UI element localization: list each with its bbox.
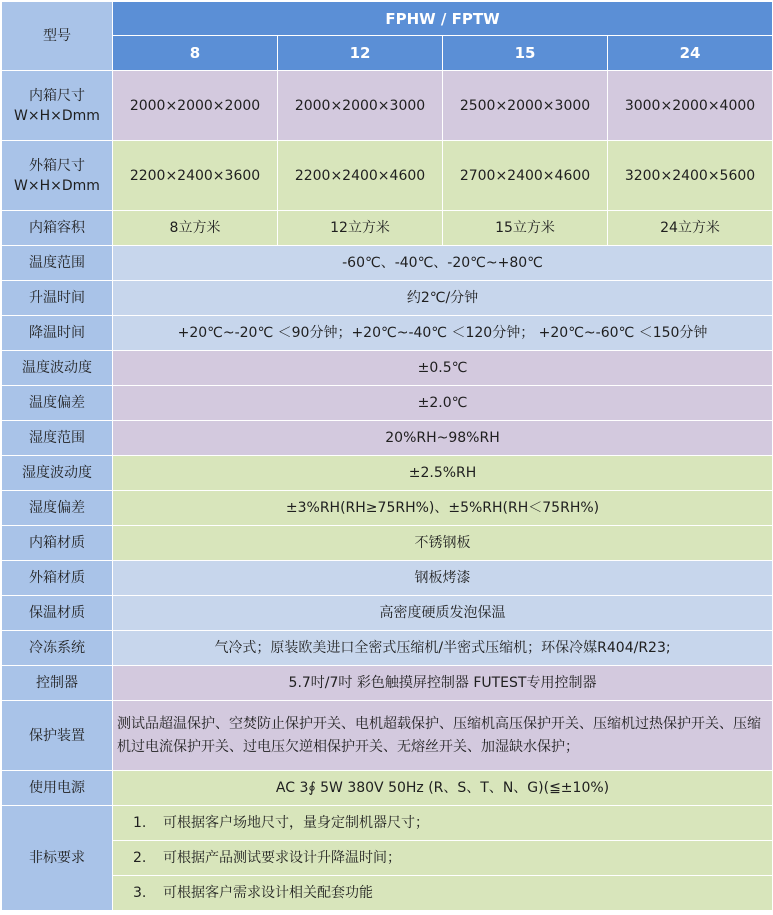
row-temp-deviation — [2, 386, 773, 421]
insulation-value: 高密度硬质发泡保温 — [113, 596, 773, 631]
row-humidity-deviation — [2, 491, 773, 526]
outer-material-label: 外箱材质 — [2, 561, 113, 596]
inner-material-label: 内箱材质 — [2, 526, 113, 561]
outer-material-value: 钢板烤漆 — [113, 561, 773, 596]
custom-item — [113, 806, 773, 841]
custom-label: 非标要求 — [2, 806, 113, 911]
custom-item — [113, 876, 773, 911]
row-inner-material — [2, 526, 773, 561]
spec-table — [1, 1, 773, 911]
heating-time-value: 约2℃/分钟 — [113, 281, 773, 316]
header-row-models — [2, 36, 773, 71]
temp-deviation-label: 温度偏差 — [2, 386, 113, 421]
power-label: 使用电源 — [2, 771, 113, 806]
row-volume — [2, 211, 773, 246]
inner-size-24: 3000×2000×4000 — [608, 71, 773, 141]
row-protection — [2, 701, 773, 771]
inner-size-8: 2000×2000×2000 — [113, 71, 278, 141]
model-label: 型号 — [2, 2, 113, 71]
humidity-fluctuation-label: 湿度波动度 — [2, 456, 113, 491]
protection-label: 保护装置 — [2, 701, 113, 771]
cooling-time-label: 降温时间 — [2, 316, 113, 351]
outer-size-8: 2200×2400×3600 — [113, 141, 278, 211]
refrigeration-label: 冷冻系统 — [2, 631, 113, 666]
temp-deviation-value: ±2.0℃ — [113, 386, 773, 421]
humidity-deviation-value: ±3%RH(RH≥75RH%)、±5%RH(RH＜75RH%) — [113, 491, 773, 526]
outer-size-24: 3200×2400×5600 — [608, 141, 773, 211]
model-15: 15 — [443, 36, 608, 71]
outer-size-15: 2700×2400×4600 — [443, 141, 608, 211]
inner-size-12: 2000×2000×3000 — [278, 71, 443, 141]
temp-fluctuation-label: 温度波动度 — [2, 351, 113, 386]
protection-value: 测试品超温保护、空焚防止保护开关、电机超载保护、压缩机高压保护开关、压缩机过热保护开关、压缩机过电流保护开关、过电压欠逆相保护开关、无熔丝开关、加湿缺水保护； — [113, 701, 773, 771]
outer-size-label: 外箱尺寸 W×H×Dmm — [2, 141, 113, 211]
volume-12: 12立方米 — [278, 211, 443, 246]
row-heating-time — [2, 281, 773, 316]
humidity-range-value: 20%RH~98%RH — [113, 421, 773, 456]
custom-item-number: 1. — [133, 815, 147, 831]
row-outer-material — [2, 561, 773, 596]
inner-material-value: 不锈钢板 — [113, 526, 773, 561]
heating-time-label: 升温时间 — [2, 281, 113, 316]
inner-size-label: 内箱尺寸 W×H×Dmm — [2, 71, 113, 141]
row-refrigeration — [2, 631, 773, 666]
insulation-label: 保温材质 — [2, 596, 113, 631]
row-custom-1 — [2, 806, 773, 841]
custom-item — [113, 841, 773, 876]
row-custom-2 — [2, 841, 773, 876]
row-controller — [2, 666, 773, 701]
row-inner-size — [2, 71, 773, 141]
controller-label: 控制器 — [2, 666, 113, 701]
row-custom-3 — [2, 876, 773, 911]
cooling-time-value: +20℃~-20℃ ＜90分钟；+20℃~-40℃ ＜120分钟； +20℃~-60℃ ＜150分钟 — [113, 316, 773, 351]
volume-8: 8立方米 — [113, 211, 278, 246]
custom-item-number: 3. — [133, 885, 147, 901]
custom-item-number: 2. — [133, 850, 147, 866]
humidity-deviation-label: 湿度偏差 — [2, 491, 113, 526]
volume-15: 15立方米 — [443, 211, 608, 246]
row-outer-size — [2, 141, 773, 211]
refrigeration-value: 气冷式；原装欧美进口全密式压缩机/半密式压缩机；环保冷媒R404/R23; — [113, 631, 773, 666]
row-temp-fluctuation — [2, 351, 773, 386]
custom-item-text: 可根据客户场地尺寸，量身定制机器尺寸； — [163, 815, 429, 831]
power-value: AC 3∮ 5W 380V 50Hz (R、S、T、N、G)(≦±10%) — [113, 771, 773, 806]
row-humidity-range — [2, 421, 773, 456]
custom-item-text: 可根据客户需求设计相关配套功能 — [163, 885, 373, 901]
volume-label: 内箱容积 — [2, 211, 113, 246]
custom-item-text: 可根据产品测试要求设计升降温时间； — [163, 850, 401, 866]
temp-range-value: -60℃、-40℃、-20℃~+80℃ — [113, 246, 773, 281]
humidity-range-label: 湿度范围 — [2, 421, 113, 456]
row-cooling-time — [2, 316, 773, 351]
controller-value: 5.7吋/7吋 彩色触摸屏控制器 FUTEST专用控制器 — [113, 666, 773, 701]
row-power — [2, 771, 773, 806]
series-name: FPHW / FPTW — [113, 2, 773, 36]
model-8: 8 — [113, 36, 278, 71]
outer-size-12: 2200×2400×4600 — [278, 141, 443, 211]
model-12: 12 — [278, 36, 443, 71]
model-24: 24 — [608, 36, 773, 71]
temp-fluctuation-value: ±0.5℃ — [113, 351, 773, 386]
row-temp-range — [2, 246, 773, 281]
temp-range-label: 温度范围 — [2, 246, 113, 281]
row-insulation — [2, 596, 773, 631]
humidity-fluctuation-value: ±2.5%RH — [113, 456, 773, 491]
inner-size-15: 2500×2000×3000 — [443, 71, 608, 141]
volume-24: 24立方米 — [608, 211, 773, 246]
header-row-series — [2, 2, 773, 36]
row-humidity-fluctuation — [2, 456, 773, 491]
